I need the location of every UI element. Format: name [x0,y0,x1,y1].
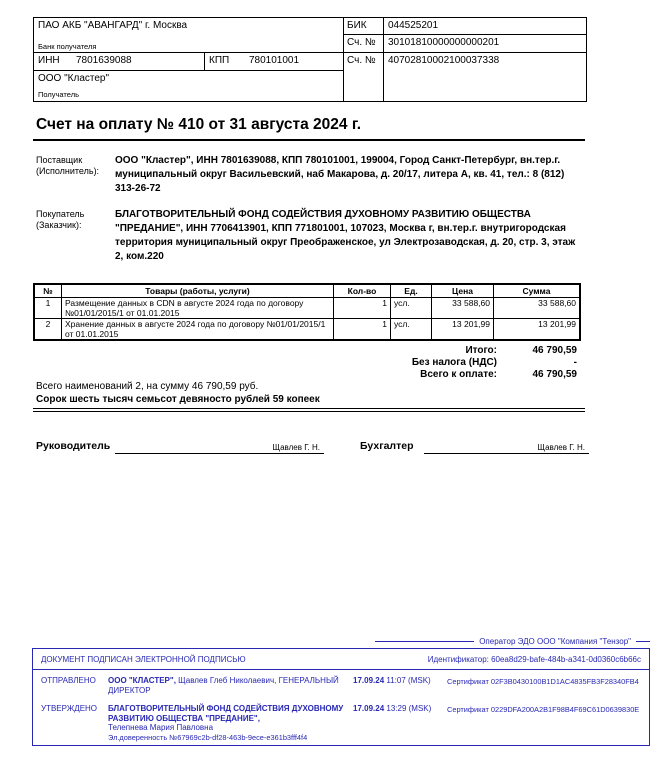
accountant-signature-line [424,440,589,454]
supplier-label [36,155,114,177]
total-label: Итого: [465,345,497,356]
bik-value: 044525201 [388,20,439,31]
stamp-approved-datetime [353,704,431,714]
buyer-value: БЛАГОТВОРИТЕЛЬНЫЙ ФОНД СОДЕЙСТВИЯ ДУХОВНОМУ РАЗВИТИЮ ОБЩЕСТВА "ПРЕДАНИЕ", ИНН 7706413901, КПП 771801001, 107023, Москва г, вн.тер.г. внутригородская территория муниципальный округ Преображенское, ул Электрозаводская, д. 20, стр. 3, этаж 2, ком.220 [115,209,576,262]
title-rule [33,139,585,141]
account-label: Сч. № [347,55,376,66]
buyer-label-line1: Покупатель [36,209,85,219]
stamp-approved-org: БЛАГОТВОРИТЕЛЬНЫЙ ФОНД СОДЕЙСТВИЯ ДУХОВНОМУ РАЗВИТИЮ ОБЩЕСТВА "ПРЕДАНИЕ", [108,704,344,723]
payee-caption: Получатель [38,90,79,99]
director-name: Щавлев Г. Н. [272,443,320,452]
buyer-label [36,209,114,231]
row-num: 2 [35,319,62,339]
inn-label: ИНН [38,55,60,66]
edo-operator: Оператор ЭДО ООО "Компания "Тензор" [479,637,631,646]
buyer-label-line2: (Заказчик): [36,220,82,230]
stamp-status-sent: ОТПРАВЛЕНО [41,676,96,685]
items-table [33,283,581,341]
stamp-sent-time: 11:07 (MSK) [386,676,431,685]
row-qty: 1 [334,298,391,319]
stamp-status-approved: УТВЕРЖДЕНО [41,704,98,713]
tax-label: Без налога (НДС) [411,357,497,368]
dash-line [375,641,474,642]
payee-name: ООО "Кластер" [38,73,110,84]
stamp-sent-signer [108,676,346,695]
col-header-qty: Кол-во [334,285,391,298]
stamp-sent-person: Щавлев Глеб Николаевич, ГЕНЕРАЛЬНЫЙ ДИРЕКТОР [108,676,339,695]
col-header-price: Цена [432,285,494,298]
row-price: 13 201,99 [432,319,494,339]
corr-account-value: 30101810000000000201 [388,37,500,48]
row-unit: усл. [391,319,432,339]
accountant-name: Щавлев Г. Н. [537,443,585,452]
stamp-approved-signer [108,704,346,742]
divider [34,70,343,71]
supplier-label-line1: Поставщик [36,155,83,165]
stamp-header: ДОКУМЕНТ ПОДПИСАН ЭЛЕКТРОННОЙ ПОДПИСЬЮ [41,655,246,664]
tax-value: - [573,357,577,368]
col-header-name: Товары (работы, услуги) [62,285,334,298]
supplier-label-line2: (Исполнитель): [36,166,100,176]
stamp-approved-certificate: Сертификат 0229DFA200A2B1F98B4F69C61D0639830E [447,705,640,714]
row-name: Размещение данных в CDN в августе 2024 года по договору №01/01/2015/1 от 01.01.2015 [62,298,334,319]
stamp-sent-org: ООО "КЛАСТЕР", [108,676,176,685]
dash-line [636,641,650,642]
esign-stamp [32,648,650,746]
bank-requisites-table [33,17,587,102]
row-qty: 1 [334,319,391,339]
row-price: 33 588,60 [432,298,494,319]
stamp-approved-attorney: Эл.доверенность №67969c2b-df28-463b-9ece-e361b3fff4f4 [108,732,308,742]
bank-caption: Банк получателя [38,42,97,51]
supplier-value: ООО "Кластер", ИНН 7801639088, КПП 780101001, 199004, Город Санкт-Петербург, вн.тер.г. муниципальный округ Васильевский, наб Макарова, д. 20/17, литера А, кв. 41, тел.: 8 (812) 313-26-72 [115,155,565,194]
stamp-approved-time: 13:29 (MSK) [386,704,432,713]
grand-total-value: 46 790,59 [532,369,577,380]
divider [383,18,384,101]
kpp-value: 780101001 [249,55,300,66]
stamp-identifier: Идентификатор: 60ea8d29-bafe-484b-a341-0d0360c6b66c [427,655,641,664]
col-header-sum: Сумма [494,285,579,298]
bank-name: ПАО АКБ "АВАНГАРД" г. Москва [38,20,188,31]
page-title: Счет на оплату № 410 от 31 августа 2024 г. [36,116,362,133]
grand-total-label: Всего к оплате: [420,369,497,380]
divider [343,34,586,35]
col-header-num: № [35,285,62,298]
account-value: 40702810002100037338 [388,55,500,66]
director-signature-line [115,440,324,454]
divider [34,52,586,53]
footer-rule [33,408,585,412]
amount-in-words: Сорок шесть тысяч семьсот девяносто рублей 59 копеек [36,394,320,405]
stamp-sent-datetime [353,676,431,686]
row-unit: усл. [391,298,432,319]
corr-account-label: Сч. № [347,37,376,48]
bik-label: БИК [347,20,367,31]
row-num: 1 [35,298,62,319]
stamp-sent-date: 17.09.24 [353,676,385,685]
total-value: 46 790,59 [532,345,577,356]
row-sum: 13 201,99 [538,319,576,329]
accountant-label: Бухгалтер [360,440,414,452]
inn-value: 7801639088 [76,55,132,66]
director-label: Руководитель [36,440,111,452]
col-header-unit: Ед. [391,285,432,298]
stamp-approved-date: 17.09.24 [353,704,385,713]
row-name: Хранение данных в августе 2024 года по договору №01/01/2015/1 от 01.01.2015 [62,319,334,339]
stamp-divider [33,669,649,670]
stamp-approved-person: Телепнева Мария Павловна [108,723,214,732]
stamp-sent-certificate: Сертификат 02F3B0430100B1D1AC4835FB3F28340FB4 [447,677,639,686]
kpp-label: КПП [209,55,230,66]
divider [343,18,344,101]
items-count-line: Всего наименований 2, на сумму 46 790,59 руб. [36,381,259,392]
row-sum: 33 588,60 [494,298,579,319]
divider [204,52,205,70]
edo-operator-line [375,637,650,647]
